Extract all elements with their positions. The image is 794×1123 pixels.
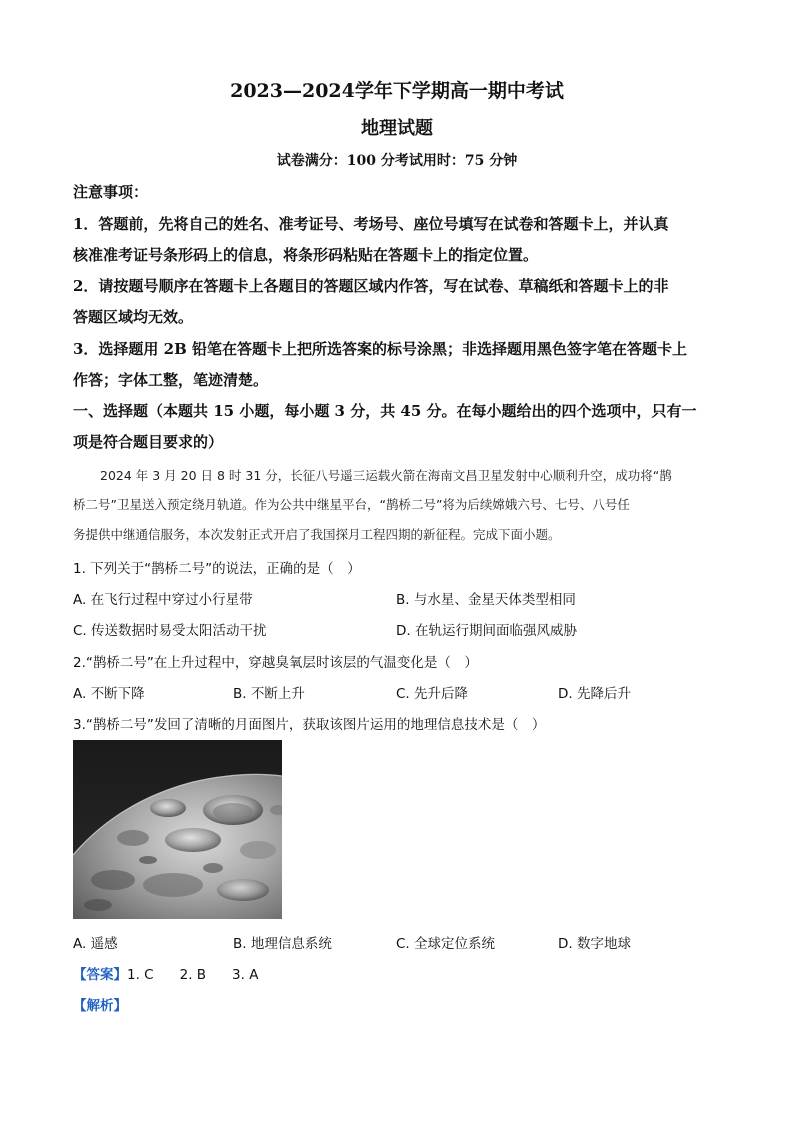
question-2-option-a: A. 不断下降 xyxy=(73,686,145,702)
answer-label: 【答案】 xyxy=(73,967,127,983)
notes-line-5: 3．选择题用 2B 铅笔在答题卡上把所选答案的标号涂黑；非选择题用黑色签字笔在答题卡上 xyxy=(73,340,688,358)
question-3-option-c: C. 全球定位系统 xyxy=(396,936,496,952)
answer-1: 1. C xyxy=(127,967,154,983)
notes-heading: 注意事项： xyxy=(73,183,149,201)
question-3-option-d: D. 数字地球 xyxy=(558,936,631,952)
question-2-option-c: C. 先升后降 xyxy=(396,686,469,702)
section-heading-2: 项是符合题目要求的） xyxy=(73,433,224,451)
section-heading-1: 一、选择题（本题共 15 小题，每小题 3 分，共 45 分。在每小题给出的四个选项中，只有一 xyxy=(73,402,697,420)
question-2-option-b: B. 不断上升 xyxy=(233,686,305,702)
subject-title: 地理试题 xyxy=(361,118,433,139)
notes-line-1: 1．答题前，先将自己的姓名、准考证号、考场号、座位号填写在试卷和答题卡上，并认真 xyxy=(73,215,669,233)
question-3-stem: 3.“鹊桥二号”发回了清晰的月面图片，获取该图片运用的地理信息技术是（ ） xyxy=(73,717,546,733)
notes-line-2: 核准准考证号条形码上的信息，将条形码粘贴在答题卡上的指定位置。 xyxy=(73,246,539,264)
answer-3: 3. A xyxy=(232,967,259,983)
question-1-option-a: A. 在飞行过程中穿过小行星带 xyxy=(73,592,253,608)
passage-line-1: 2024 年 3 月 20 日 8 时 31 分，长征八号遥三运载火箭在海南文昌卫星发射中心顺利升空，成功将“鹊 xyxy=(100,468,672,483)
analysis-label: 【解析】 xyxy=(73,998,127,1014)
notes-line-3: 2．请按题号顺序在答题卡上各题目的答题区域内作答，写在试卷、草稿纸和答题卡上的非 xyxy=(73,277,669,295)
notes-line-6: 作答；字体工整，笔迹清楚。 xyxy=(73,371,269,389)
answer-line xyxy=(73,963,258,983)
analysis-line xyxy=(73,994,127,1014)
question-1-option-c: C. 传送数据时易受太阳活动干扰 xyxy=(73,623,267,639)
exam-title: 2023—2024学年下学期高一期中考试 xyxy=(230,80,564,102)
question-1-option-d: D. 在轨运行期间面临强风威胁 xyxy=(396,623,577,639)
question-1-stem: 1. 下列关于“鹊桥二号”的说法，正确的是（ ） xyxy=(73,561,361,577)
question-3-option-a: A. 遥感 xyxy=(73,936,118,952)
question-2-option-d: D. 先降后升 xyxy=(558,686,631,702)
answer-2: 2. B xyxy=(179,967,207,983)
exam-meta: 试卷满分：100 分考试用时：75 分钟 xyxy=(276,153,518,169)
question-2-stem: 2.“鹊桥二号”在上升过程中，穿越臭氧层时该层的气温变化是（ ） xyxy=(73,655,478,671)
moon-surface-image xyxy=(73,740,282,919)
notes-line-4: 答题区域均无效。 xyxy=(73,308,194,326)
passage-line-3: 务提供中继通信服务，本次发射正式开启了我国探月工程四期的新征程。完成下面小题。 xyxy=(73,527,561,542)
passage-line-2: 桥二号”卫星送入预定绕月轨道。作为公共中继星平台，“鹊桥二号”将为后续嫦娥六号、七号、八号任 xyxy=(73,497,630,512)
question-1-option-b: B. 与水星、金星天体类型相同 xyxy=(396,592,576,608)
question-3-option-b: B. 地理信息系统 xyxy=(233,936,332,952)
